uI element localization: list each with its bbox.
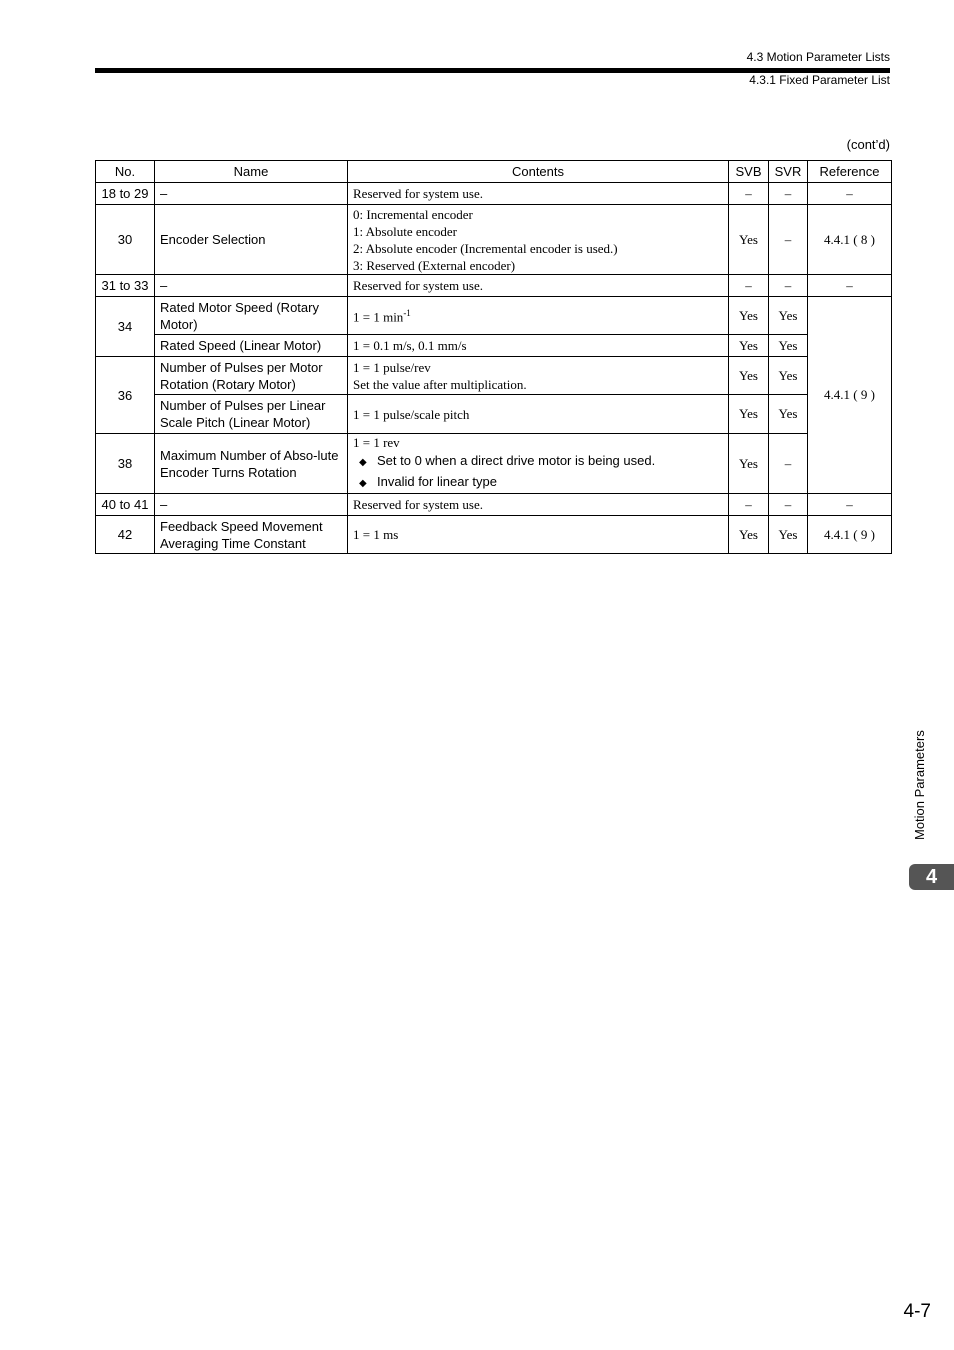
param-svb: Yes (729, 357, 769, 395)
param-no: 42 (96, 516, 155, 554)
param-svb: Yes (729, 395, 769, 434)
param-svr: Yes (769, 357, 808, 395)
contents-line: Set the value after multiplication. (353, 376, 527, 392)
param-no: 34 (96, 297, 155, 357)
fixed-parameter-table (95, 160, 892, 554)
param-svb: – (729, 275, 769, 297)
param-svr: – (769, 183, 808, 205)
column-header-svb: SVB (729, 161, 769, 183)
table-row (96, 275, 892, 297)
param-svr: Yes (769, 335, 808, 357)
param-contents: 1 = 1 ms (348, 516, 729, 554)
bullet-text: Invalid for linear type (377, 474, 497, 489)
column-header-svr: SVR (769, 161, 808, 183)
param-name: Number of Pulses per Motor Rotation (Rotary Motor) (155, 357, 348, 395)
contents-line: 1 = 1 pulse/rev (353, 359, 431, 375)
param-contents: 1 = 1 pulse/scale pitch (348, 395, 729, 434)
param-contents (348, 205, 729, 275)
param-svr: – (769, 494, 808, 516)
param-reference: 4.4.1 ( 8 ) (808, 205, 892, 275)
param-contents: Reserved for system use. (348, 183, 729, 205)
table-row (96, 395, 892, 434)
contents-line: 2: Absolute encoder (Incremental encoder is used.) (353, 240, 618, 256)
bullet-text: Set to 0 when a direct drive motor is being used. (377, 453, 656, 468)
param-svb: – (729, 494, 769, 516)
param-svr: – (769, 275, 808, 297)
param-reference: 4.4.1 ( 9 ) (808, 516, 892, 554)
param-name: Feedback Speed Movement Averaging Time Constant (155, 516, 348, 554)
contents-text: 1 = 1 min (353, 309, 404, 325)
param-svb: Yes (729, 335, 769, 357)
param-svr: Yes (769, 297, 808, 335)
table-row (96, 183, 892, 205)
param-contents: Reserved for system use. (348, 275, 729, 297)
param-no: 31 to 33 (96, 275, 155, 297)
param-contents (348, 434, 729, 494)
bullet-icon: ◆ (359, 457, 367, 468)
param-svb: – (729, 183, 769, 205)
param-svb: Yes (729, 297, 769, 335)
contents-line: 3: Reserved (External encoder) (353, 257, 516, 273)
column-header-name: Name (155, 161, 348, 183)
header-subsection-title: 4.3.1 Fixed Parameter List (749, 73, 890, 87)
param-reference: 4.4.1 ( 9 ) (808, 297, 892, 494)
param-reference: – (808, 183, 892, 205)
table-row (96, 494, 892, 516)
param-name: Number of Pulses per Linear Scale Pitch (Linear Motor) (155, 395, 348, 434)
bullet-item (353, 451, 723, 472)
param-no: 36 (96, 357, 155, 434)
param-svr: – (769, 434, 808, 494)
param-contents (348, 357, 729, 395)
table-row (96, 205, 892, 275)
param-svb: Yes (729, 516, 769, 554)
param-svr: Yes (769, 395, 808, 434)
bullet-icon: ◆ (359, 478, 367, 489)
table-row (96, 516, 892, 554)
param-name: Rated Motor Speed (Rotary Motor) (155, 297, 348, 335)
header-section-title: 4.3 Motion Parameter Lists (746, 50, 890, 64)
table-row (96, 335, 892, 357)
superscript: -1 (403, 308, 411, 319)
bullet-item (353, 472, 723, 493)
continued-label: (cont’d) (846, 137, 890, 152)
param-name: – (155, 275, 348, 297)
table-header-row (96, 161, 892, 183)
param-svr: Yes (769, 516, 808, 554)
param-contents: Reserved for system use. (348, 494, 729, 516)
chapter-side-label: Motion Parameters (912, 730, 927, 840)
param-contents (348, 297, 729, 335)
param-reference: – (808, 494, 892, 516)
param-no: 40 to 41 (96, 494, 155, 516)
table-row (96, 357, 892, 395)
column-header-contents: Contents (348, 161, 729, 183)
param-svb: Yes (729, 434, 769, 494)
param-no: 18 to 29 (96, 183, 155, 205)
chapter-tab: 4 (909, 864, 954, 890)
contents-line: 0: Incremental encoder (353, 206, 473, 222)
contents-line: 1: Absolute encoder (353, 223, 457, 239)
param-no: 38 (96, 434, 155, 494)
param-name: Maximum Number of Abso-lute Encoder Turns Rotation (155, 434, 348, 494)
param-name: – (155, 183, 348, 205)
param-name: – (155, 494, 348, 516)
param-name: Encoder Selection (155, 205, 348, 275)
param-svb: Yes (729, 205, 769, 275)
param-no: 30 (96, 205, 155, 275)
column-header-no: No. (96, 161, 155, 183)
param-name: Rated Speed (Linear Motor) (155, 335, 348, 357)
param-reference: – (808, 275, 892, 297)
contents-line: 1 = 1 rev (353, 435, 400, 450)
param-svr: – (769, 205, 808, 275)
param-contents: 1 = 0.1 m/s, 0.1 mm/s (348, 335, 729, 357)
table-row (96, 434, 892, 494)
page-number: 4-7 (903, 1301, 931, 1322)
column-header-reference: Reference (808, 161, 892, 183)
table-row (96, 297, 892, 335)
